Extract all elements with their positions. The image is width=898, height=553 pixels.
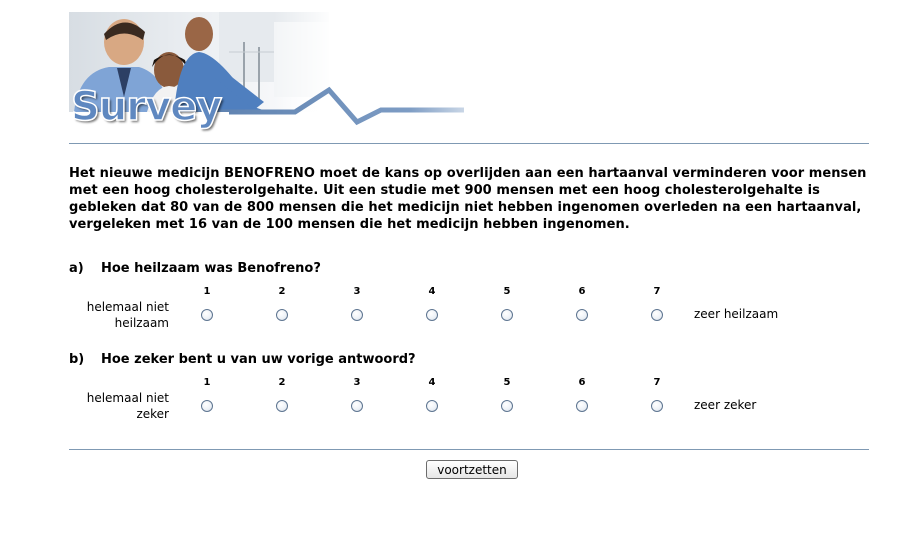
question-b-radio-4[interactable]	[426, 400, 438, 412]
continue-button[interactable]: voortzetten	[426, 460, 518, 479]
header-divider	[69, 143, 869, 144]
question-a-radio-4[interactable]	[426, 309, 438, 321]
question-b-radio-6[interactable]	[576, 400, 588, 412]
question-a-text: Hoe heilzaam was Benofreno?	[101, 261, 321, 276]
scale-number: 2	[278, 377, 286, 388]
scale-number: 5	[503, 377, 511, 388]
question-a-letter: a)	[69, 261, 84, 276]
scale-number: 1	[203, 286, 211, 297]
question-b-left-label: helemaal niet zeker	[86, 391, 169, 421]
scale-number: 7	[653, 377, 661, 388]
question-b-radio-1[interactable]	[201, 400, 213, 412]
question-b-radio-5[interactable]	[501, 400, 513, 412]
question-a-left-label: helemaal niet heilzaam	[86, 300, 169, 330]
question-a	[69, 261, 321, 276]
question-b-radio-3[interactable]	[351, 400, 363, 412]
scale-number: 3	[353, 377, 361, 388]
question-a-right-label: zeer heilzaam	[694, 307, 779, 321]
scale-number: 2	[278, 286, 286, 297]
question-b-radio-2[interactable]	[276, 400, 288, 412]
scale-number: 1	[203, 377, 211, 388]
scale-number: 6	[578, 377, 586, 388]
scale-number: 4	[428, 286, 436, 297]
footer-divider	[69, 449, 869, 450]
question-a-radio-1[interactable]	[201, 309, 213, 321]
scale-number: 5	[503, 286, 511, 297]
survey-banner	[69, 12, 469, 134]
question-b	[69, 352, 416, 367]
question-b-right-label: zeer zeker	[694, 398, 757, 412]
question-b-letter: b)	[69, 352, 85, 367]
scale-number: 7	[653, 286, 661, 297]
question-a-radio-2[interactable]	[276, 309, 288, 321]
intro-text: Het nieuwe medicijn BENOFRENO moet de kans op overlijden aan een hartaanval verminderen voor mensen met een hoog cholesterolgehalte. Uit een studie met 900 mensen met een hoog cholesterolgehalte is gebleken dat 80 van de 800 mensen die het medicijn niet hebben ingenomen overleden na een hartaanval, vergeleken met 16 van de 100 mensen die het medicijn hebben ingenomen.	[69, 166, 867, 232]
scale-number: 4	[428, 377, 436, 388]
question-a-radio-5[interactable]	[501, 309, 513, 321]
scale-number: 3	[353, 286, 361, 297]
question-b-radio-7[interactable]	[651, 400, 663, 412]
survey-banner-title: Survey	[71, 84, 222, 130]
question-a-radio-6[interactable]	[576, 309, 588, 321]
question-a-radio-7[interactable]	[651, 309, 663, 321]
question-b-text: Hoe zeker bent u van uw vorige antwoord?	[101, 352, 416, 367]
scale-number: 6	[578, 286, 586, 297]
question-a-radio-3[interactable]	[351, 309, 363, 321]
